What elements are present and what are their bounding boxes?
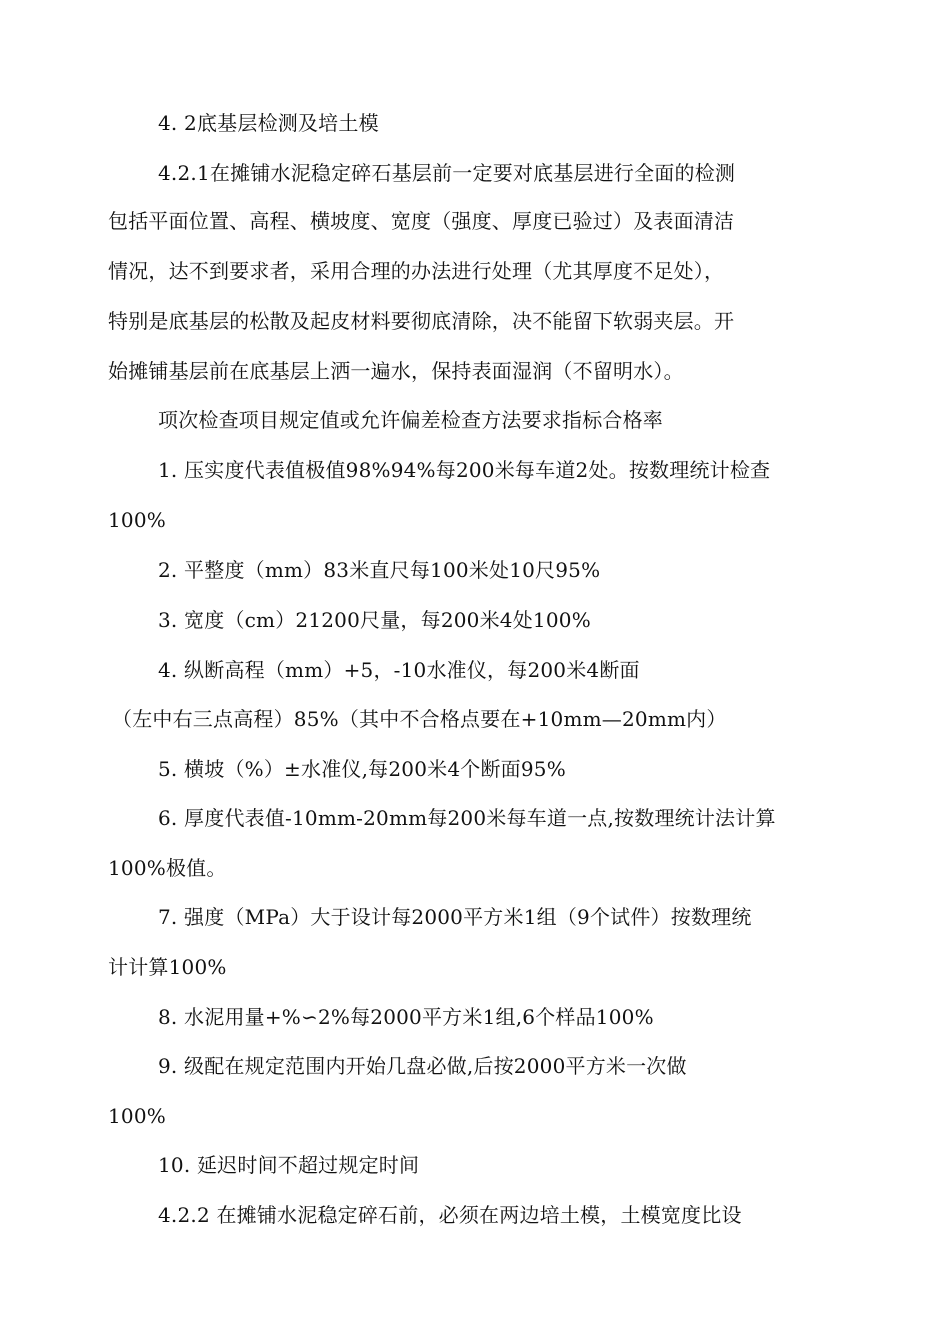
list-item: 3. 宽度（cm）21200尺量，每200米4处100% (158, 608, 591, 632)
list-item: 4. 纵断高程（mm）+5，-10水准仪，每200米4断面 (158, 658, 640, 682)
list-item: 2. 平整度（mm）83米直尺每100米处10尺95% (158, 558, 601, 582)
list-item: 6. 厚度代表值-10mm-20mm每200米每车道一点,按数理统计法计算 (158, 806, 776, 830)
paragraph-line: 情况，达不到要求者，采用合理的办法进行处理（尤其厚度不足处）， (108, 259, 725, 283)
list-item: 7. 强度（MPa）大于设计每2000平方米1组（9个试件）按数理统 (158, 905, 752, 929)
list-item: 8. 水泥用量+%∽2%每2000平方米1组,6个样品100% (158, 1005, 654, 1029)
list-item-continued: （左中右三点高程）85%（其中不合格点要在+10mm—20mm内） (112, 707, 727, 731)
paragraph-line: 特别是底基层的松散及起皮材料要彻底清除，决不能留下软弱夹层。开 (108, 309, 735, 333)
list-item: 10. 延迟时间不超过规定时间 (158, 1153, 420, 1177)
paragraph-line: 4.2.2 在摊铺水泥稳定碎石前，必须在两边培土模，土模宽度比设 (158, 1203, 742, 1227)
list-item-continued: 100% (108, 1104, 166, 1128)
paragraph-line: 包括平面位置、高程、横坡度、宽度（强度、厚度已验过）及表面清洁 (108, 209, 735, 233)
list-item: 1. 压实度代表值极值98%94%每200米每车道2处。按数理统计检查 (158, 458, 771, 482)
section-heading: 4. 2底基层检测及培土模 (158, 111, 379, 135)
paragraph-line: 始摊铺基层前在底基层上洒一遍水，保持表面湿润（不留明水）。 (108, 359, 684, 383)
list-item: 9. 级配在规定范围内开始几盘必做,后按2000平方米一次做 (158, 1054, 687, 1078)
list-item-continued: 计计算100% (108, 955, 227, 979)
paragraph-line: 4.2.1在摊铺水泥稳定碎石基层前一定要对底基层进行全面的检测 (158, 161, 736, 185)
list-item-continued: 100%极值。 (108, 856, 227, 880)
table-header-line: 项次检查项目规定值或允许偏差检查方法要求指标合格率 (158, 408, 663, 432)
list-item-continued: 100% (108, 508, 166, 532)
list-item: 5. 横坡（%）±水准仪,每200米4个断面95% (158, 757, 566, 781)
